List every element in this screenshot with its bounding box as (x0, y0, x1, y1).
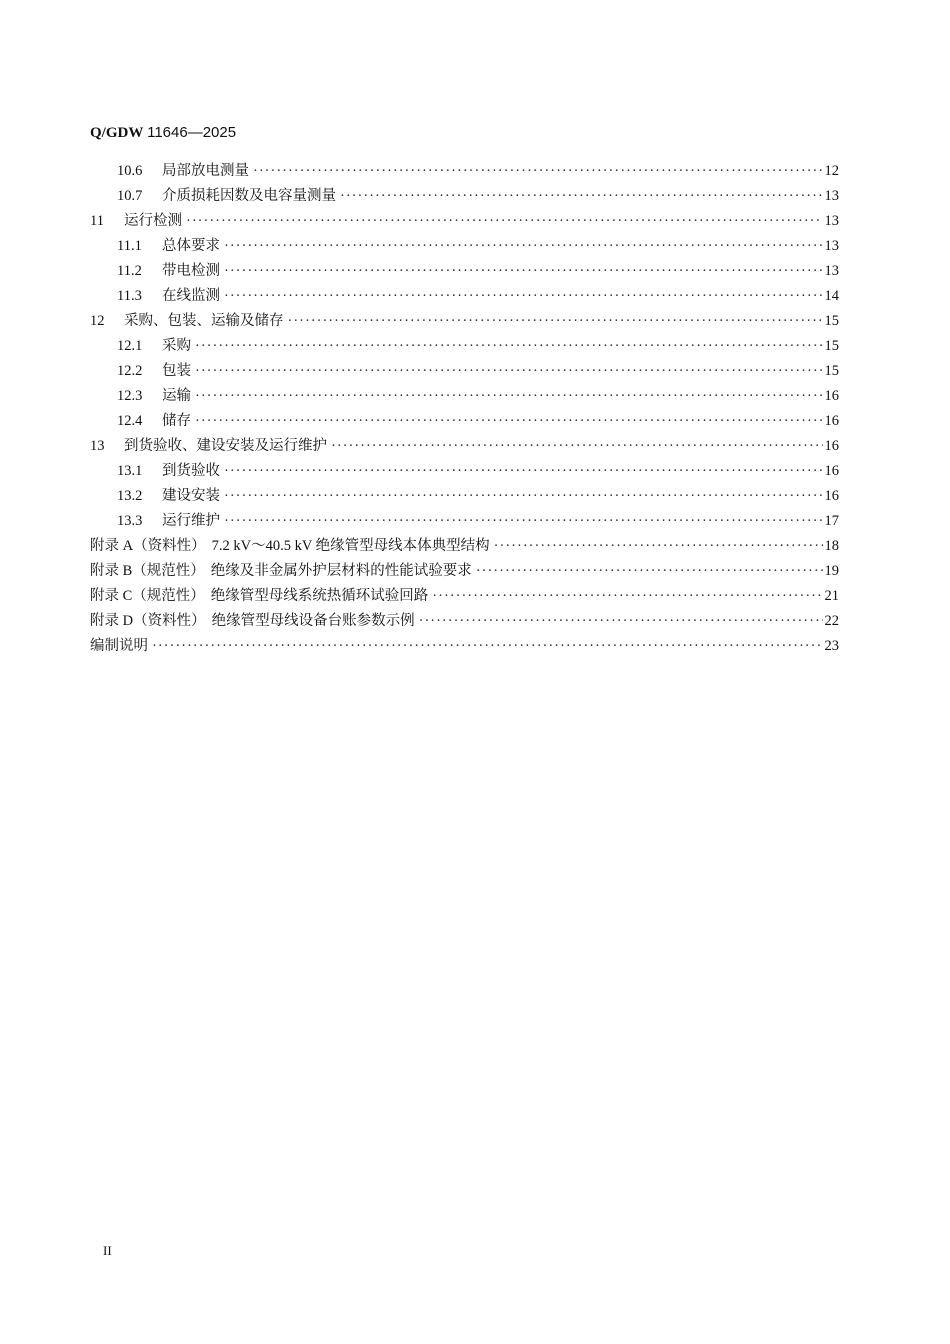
toc-entry-number: 11 (90, 213, 104, 229)
toc-entry-page: 17 (824, 513, 839, 529)
toc-entry-title: 带电检测 (162, 263, 220, 279)
dot-leader (419, 609, 823, 634)
toc-entry-number: 10.6 (117, 163, 143, 179)
dot-leader (224, 259, 823, 284)
toc-entry-title: 在线监测 (162, 288, 220, 304)
dot-leader (195, 359, 823, 384)
toc-entry-page: 15 (824, 338, 839, 354)
toc-entry-page: 12 (824, 163, 839, 179)
toc-entry[interactable] (90, 209, 839, 234)
toc-entry-page: 13 (824, 213, 839, 229)
toc-entry-title: 绝缘及非金属外护层材料的性能试验要求 (210, 563, 472, 579)
toc-entry[interactable] (90, 234, 839, 259)
toc-entry[interactable] (90, 359, 839, 384)
toc-entry[interactable] (90, 409, 839, 434)
toc-entry-number: 11.1 (117, 238, 142, 254)
toc-entry-title: 采购、包装、运输及储存 (124, 313, 284, 329)
toc-entry-number: 13.1 (117, 463, 143, 479)
toc-entry[interactable] (90, 284, 839, 309)
dot-leader (494, 534, 823, 559)
dot-leader (340, 184, 823, 209)
toc-entry[interactable] (90, 434, 839, 459)
toc-entry-number: 12.3 (117, 388, 143, 404)
toc-entry-title: 7.2 kV～40.5 kV 绝缘管型母线本体典型结构 (211, 538, 490, 554)
toc-entry-title: 局部放电测量 (162, 163, 249, 179)
toc-entry-number: 12 (90, 313, 105, 329)
toc-entry-page: 16 (824, 488, 839, 504)
toc-entry-number: 附录 B（规范性） (90, 563, 205, 579)
toc-entry[interactable] (90, 309, 839, 334)
toc-entry-title: 储存 (162, 413, 191, 429)
toc-entry-page: 18 (824, 538, 839, 554)
toc-entry[interactable] (90, 334, 839, 359)
toc-entry-page: 15 (824, 313, 839, 329)
standard-code: Q/GDW (90, 125, 144, 141)
toc-entry-page: 22 (824, 613, 839, 629)
dot-leader (432, 584, 822, 609)
toc-entry-page: 13 (824, 188, 839, 204)
dot-leader (224, 484, 823, 509)
toc-entry[interactable] (90, 484, 839, 509)
toc-entry[interactable] (90, 384, 839, 409)
toc-entry-title: 运输 (162, 388, 191, 404)
toc-entry-title: 介质损耗因数及电容量测量 (162, 188, 336, 204)
toc-entry-number: 11.3 (117, 288, 142, 304)
dot-leader (476, 559, 823, 584)
dot-leader (186, 209, 823, 234)
dot-leader (195, 409, 823, 434)
toc-entry-page: 16 (824, 413, 839, 429)
dot-leader (253, 159, 823, 184)
toc-entry-title: 绝缘管型母线系统热循环试验回路 (210, 588, 429, 604)
document-header (90, 124, 236, 142)
toc-entry-page: 23 (824, 638, 839, 654)
toc-entry-title: 编制说明 (90, 638, 148, 654)
toc-entry-number: 13 (90, 438, 105, 454)
toc-entry[interactable] (90, 634, 839, 659)
toc-entry-page: 16 (824, 388, 839, 404)
dot-leader (195, 384, 823, 409)
dot-leader (224, 459, 823, 484)
toc-entry-page: 15 (824, 363, 839, 379)
toc-entry-page: 13 (824, 238, 839, 254)
toc-entry[interactable] (90, 559, 839, 584)
toc-entry-number: 附录 C（规范性） (90, 588, 205, 604)
toc-entry-number: 附录 D（资料性） (90, 613, 206, 629)
toc-entry-number: 12.4 (117, 413, 143, 429)
dot-leader (288, 309, 823, 334)
toc-entry-title: 绝缘管型母线设备台账参数示例 (211, 613, 415, 629)
toc-entry-title: 包装 (162, 363, 191, 379)
table-of-contents (90, 159, 839, 659)
toc-entry[interactable] (90, 184, 839, 209)
toc-entry-title: 建设安装 (162, 488, 220, 504)
toc-entry-page: 21 (824, 588, 839, 604)
toc-entry-title: 总体要求 (162, 238, 220, 254)
toc-entry-title: 运行检测 (124, 213, 182, 229)
dot-leader (224, 234, 823, 259)
toc-entry[interactable] (90, 534, 839, 559)
toc-entry-page: 16 (824, 463, 839, 479)
toc-entry-page: 16 (824, 438, 839, 454)
toc-entry-number: 13.3 (117, 513, 143, 529)
page-number: II (103, 1243, 112, 1258)
toc-entry[interactable] (90, 259, 839, 284)
dot-leader (224, 284, 823, 309)
dot-leader (224, 509, 823, 534)
toc-entry-number: 11.2 (117, 263, 142, 279)
dot-leader (331, 434, 823, 459)
toc-entry-number: 附录 A（资料性） (90, 538, 206, 554)
toc-entry-title: 采购 (162, 338, 191, 354)
toc-entry-number: 12.1 (117, 338, 143, 354)
toc-entry-title: 运行维护 (162, 513, 220, 529)
standard-number: 11646—2025 (147, 124, 237, 141)
toc-entry[interactable] (90, 584, 839, 609)
toc-entry-number: 13.2 (117, 488, 143, 504)
toc-entry[interactable] (90, 609, 839, 634)
toc-entry-title: 到货验收、建设安装及运行维护 (124, 438, 327, 454)
toc-entry-page: 14 (824, 288, 839, 304)
dot-leader (195, 334, 823, 359)
toc-entry-page: 13 (824, 263, 839, 279)
toc-entry[interactable] (90, 459, 839, 484)
toc-entry-page: 19 (824, 563, 839, 579)
toc-entry-number: 10.7 (117, 188, 143, 204)
toc-entry-title: 到货验收 (162, 463, 220, 479)
toc-entry-number: 12.2 (117, 363, 143, 379)
dot-leader (152, 634, 823, 659)
toc-entry[interactable] (90, 159, 839, 184)
toc-entry[interactable] (90, 509, 839, 534)
